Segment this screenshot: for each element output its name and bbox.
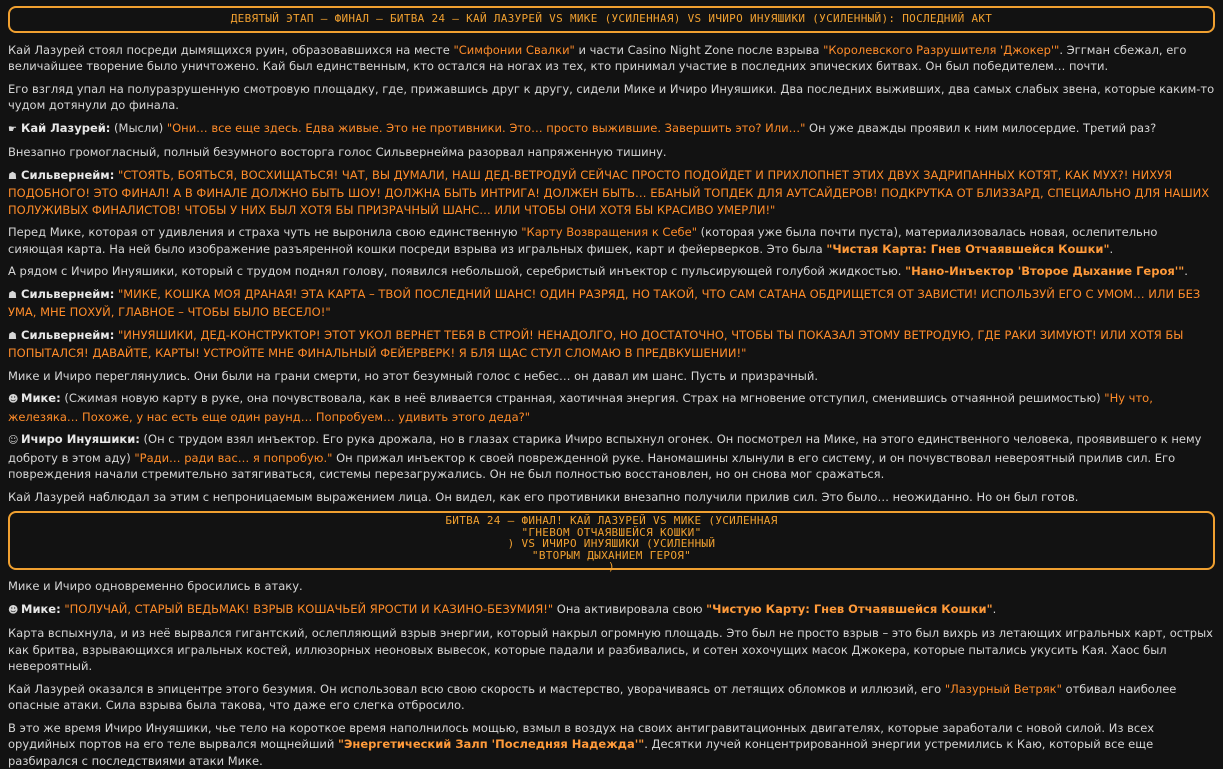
speaker-name: Кай Лазурей: [21,121,110,135]
item-name: "Нано-Инъектор 'Второе Дыхание Героя'" [905,264,1184,278]
quoted-speech: "Лазурный Ветряк" [945,682,1062,696]
story-paragraph [8,601,1215,620]
story-paragraph [8,327,1215,362]
narration-text: . Десятки лучей концентрированной энергии устремились к Каю, который все еще разбирался с последствиями атаки Мике. [8,737,1153,768]
story-paragraph [8,42,1215,75]
quoted-speech: "Симфонии Свалки" [453,43,574,57]
narration-text: Кай Лазурей оказался в эпицентре этого безумия. Он использовал всю свою скорость и мастерство, уворачиваясь от летящих обломков и иллюзий, его [8,682,945,696]
stage-header-box [8,6,1215,33]
speaker-name: Мике: [21,391,61,405]
narration-text: Она активировала свою [553,602,706,616]
speaker-name: Мике: [21,602,61,616]
stage-header-text: ДЕВЯТЫЙ ЭТАП – ФИНАЛ – БИТВА 24 – КАЙ ЛАЗУРЕЙ VS МИКЕ (УСИЛЕННАЯ) VS ИЧИРО ИНУЯШИКИ (УСИЛЕННЫЙ): ПОСЛЕДНИЙ АКТ [231,12,992,25]
story-paragraph [8,720,1215,769]
person-silhouette-icon: ☗ [8,169,21,186]
story-paragraph [8,263,1215,280]
quoted-speech: "МИКЕ, КОШКА МОЯ ДРАНАЯ! ЭТА КАРТА – ТВОЙ ПОСЛЕДНИЙ ШАНС! ОДИН РАЗРЯД, НО ТАКОЙ, ЧТО САМ САТАНА ОБДРИЩЕТСЯ ОТ ЗАВИСТИ! ИСПОЛЬЗУЙ ЕГО С УМОМ… ИЛИ БЕЗ УМА, МНЕ ПОХУЙ, ГЛАВНОЕ – ЧТОБЫ БЫЛО ВЕСЕЛО!" [8,287,1200,320]
battle-banner-line: ) [16,561,1207,573]
quoted-speech: "Королевского Разрушителя 'Джокер'" [823,43,1059,57]
story-paragraph [8,431,1215,483]
story-paragraph [8,368,1215,385]
story-paragraph [8,681,1215,714]
speaker-name: Сильвернейм: [21,168,114,182]
story-paragraph [8,286,1215,321]
item-name: "Чистая Карта: Гнев Отчаявшейся Кошки" [826,242,1109,256]
narration-text: Он уже дважды проявил к ним милосердие. Третий раз? [805,121,1156,135]
person-silhouette-icon: ☗ [8,288,21,305]
story-part-2 [8,578,1215,769]
battle-banner-line: "ВТОРЫМ ДЫХАНИЕМ ГЕРОЯ" [16,550,1207,562]
battle-banner-line: "ГНЕВОМ ОТЧАЯВШЕЙСЯ КОШКИ" [16,527,1207,539]
battle-banner-line: БИТВА 24 – ФИНАЛ! КАЙ ЛАЗУРЕЙ VS МИКЕ (УСИЛЕННАЯ [16,515,1207,527]
narration-text: . [1184,264,1188,278]
quoted-speech: "Они… все еще здесь. Едва живые. Это не противники. Это… просто выжившие. Завершить это? Или…" [167,121,806,135]
narration-text: Его взгляд упал на полуразрушенную смотровую площадку, где, прижавшись друг к другу, сидели Мике и Ичиро Инуяшики. Два последних выживших, два самых слабых звена, которые каким-то чудом дотянули до финала. [8,82,1214,113]
story-paragraph [8,144,1215,161]
quoted-speech: "Ну что, железяка… Похоже, у нас есть еще один раунд… Попробуем… удивить этого деда?" [8,391,1153,424]
story-paragraph [8,625,1215,675]
narration-text: и части Casino Night Zone после взрыва [575,43,823,57]
narration-text: В это же время Ичиро Инуяшики, чье тело на короткое время наполнилось мощью, взмыл в воздух на своих антигравитационных двигателях, которые заработали с новой силой. Из всех орудийных портов на его теле вырвался мощнейший [8,721,1154,752]
speaker-name: Сильвернейм: [21,287,114,301]
quoted-speech: "Карту Возвращения к Себе" [521,225,697,239]
narration-text: Мике и Ичиро переглянулись. Они были на грани смерти, но этот безумный голос с небес… он давал им шанс. Пусть и призрачный. [8,369,818,383]
narration-text: А рядом с Ичиро Инуяшики, который с трудом поднял голову, появился небольшой, серебристый инъектор с пульсирующей голубой жидкостью. [8,264,905,278]
narration-text: (Сжимая новую карту в руке, она почувствовала, как в неё вливается странная, хаотичная энергия. Страх на мгновение отступил, сменившись отчаянной решимостью) [61,391,1105,405]
narration-text: Перед Мике, которая от удивления и страха чуть не выронила свою единственную [8,225,521,239]
speaker-name: Ичиро Инуяшики: [21,432,140,446]
story-paragraph [8,578,1215,595]
narration-text: (Мысли) [110,121,166,135]
battle-banner-box [8,511,1215,570]
robot-face-icon: ☺ [8,433,21,450]
narration-text: (которая уже была почти пуста), материализовалась новая, ослепительно сияющая карта. На ней было изображение разъяренной кошки посреди взрыва из игральных фишек, карт и фейерверков. Это была [8,225,1157,256]
cat-face-icon: ☻ [8,392,21,409]
battle-banner-line: ) VS ИЧИРО ИНУЯШИКИ (УСИЛЕННЫЙ [16,538,1207,550]
pointing-hand-icon: ☛ [8,122,21,139]
story-paragraph [8,489,1215,506]
story-part-1 [8,42,1215,506]
narration-text: Мике и Ичиро одновременно бросились в атаку. [8,579,303,593]
person-silhouette-icon: ☗ [8,329,21,346]
quoted-speech: "ПОЛУЧАЙ, СТАРЫЙ ВЕДЬМАК! ВЗРЫВ КОШАЧЬЕЙ ЯРОСТИ И КАЗИНО-БЕЗУМИЯ!" [64,602,553,616]
story-paragraph [8,224,1215,257]
narration-text: . Эггман сбежал, его величайшее творение было уничтожено. Кай был единственным, кто остался на ногах из тех, кто принимал участие в последних эпических битвах. Он был победителем… почти. [8,43,1186,74]
narration-text: отбивал наиболее опасные атаки. Сила взрыва была такова, что даже его слегка отбросило. [8,682,1176,713]
story-paragraph [8,390,1215,425]
narration-text: (Он с трудом взял инъектор. Его рука дрожала, но в глазах старика Ичиро вспыхнул огонек. Он посмотрел на Мике, на этого единственного человека, проявившего к нему доброту в этом аду) [8,432,1201,465]
story-paragraph [8,81,1215,114]
item-name: "Энергетический Залп 'Последняя Надежда'" [338,737,644,751]
speaker-name: Сильвернейм: [21,328,114,342]
quoted-speech: "СТОЯТЬ, БОЯТЬСЯ, ВОСХИЩАТЬСЯ! ЧАТ, ВЫ ДУМАЛИ, НАШ ДЕД-ВЕТРОДУЙ СЕЙЧАС ПРОСТО ПОДОЙДЕТ И ПРИХЛОПНЕТ ЭТИХ ДВУХ ЗАДРИПАННЫХ КОТЯТ, КАК МУХ?! НИХУЯ ПОДОБНОГО! ЭТО ФИНАЛ! А В ФИНАЛЕ ДОЛЖНО БЫТЬ ШОУ! ДОЛЖНА БЫТЬ ИНТРИГА! ДОЛЖЕН БЫТЬ… ЕБАНЫЙ ТОПДЕК ДЛЯ АУТСАЙДЕРОВ! ПОДКРУТКА ОТ БЛИЗЗАРД, СПЕЦИАЛЬНО ДЛЯ НАШИХ ПОЛУЖИВЫХ ФИНАЛИСТОВ! ЧТОБЫ У НИХ БЫЛ ХОТЯ БЫ ПРИЗРАЧНЫЙ ШАНС… ИЛИ ЧТОБЫ ОНИ ХОТЯ БЫ КРАСИВО УМЕРЛИ!" [8,168,1209,217]
narration-text: . [993,602,997,616]
quoted-speech: "Ради… ради вас… я попробую." [134,451,332,465]
narration-text: . [1109,242,1113,256]
narration-text: Кай Лазурей наблюдал за этим с непроницаемым выражением лица. Он видел, как его противники внезапно получили прилив сил. Это было… неожиданно. Но он был готов. [8,490,1078,504]
cat-face-icon: ☻ [8,603,21,620]
narration-text: Он прижал инъектор к своей поврежденной руке. Наномашины хлынули в его систему, и он почувствовал невероятный прилив сил. Его повреждения начали стремительно затягиваться, системы перезагружались. Он не был полностью восстановлен, но он снова мог сражаться. [8,451,1175,482]
story-paragraph [8,167,1215,219]
narration-text: Карта вспыхнула, и из неё вырвался гигантский, ослепляющий взрыв энергии, который накрыл огромную площадь. Это был не просто взрыв – это был вихрь из летающих игральных карт, острых как бритва, взрывающихся игральных костей, иллюзорных неоновых вывесок, которые падали и разбивались, и сотен хохочущих масок Джокера, которые пытались укусить Кая. Хаос был невероятный. [8,626,1213,673]
story-paragraph [8,120,1215,139]
narration-text: Внезапно громогласный, полный безумного восторга голос Сильвернейма разорвал напряженную тишину. [8,145,667,159]
quoted-speech: "ИНУЯШИКИ, ДЕД-КОНСТРУКТОР! ЭТОТ УКОЛ ВЕРНЕТ ТЕБЯ В СТРОЙ! НЕНАДОЛГО, НО ДОСТАТОЧНО, ЧТОБЫ ТЫ ПОКАЗАЛ ЭТОМУ ВЕТРОДУЮ, ГДЕ РАКИ ЗИМУЮТ! ИЛИ ХОТЯ БЫ ПОПЫТАЛСЯ! ДАВАЙТЕ, КАРТЫ! УСТРОЙТЕ МНЕ ФИНАЛЬНЫЙ ФЕЙЕРВЕРК! Я БЛЯ ЩАС СТУЛ СЛОМАЮ В ПРЕДВКУШЕНИИ!" [8,328,1183,361]
item-name: "Чистую Карту: Гнев Отчаявшейся Кошки" [706,602,992,616]
narration-text: Кай Лазурей стоял посреди дымящихся руин, образовавшихся на месте [8,43,453,57]
